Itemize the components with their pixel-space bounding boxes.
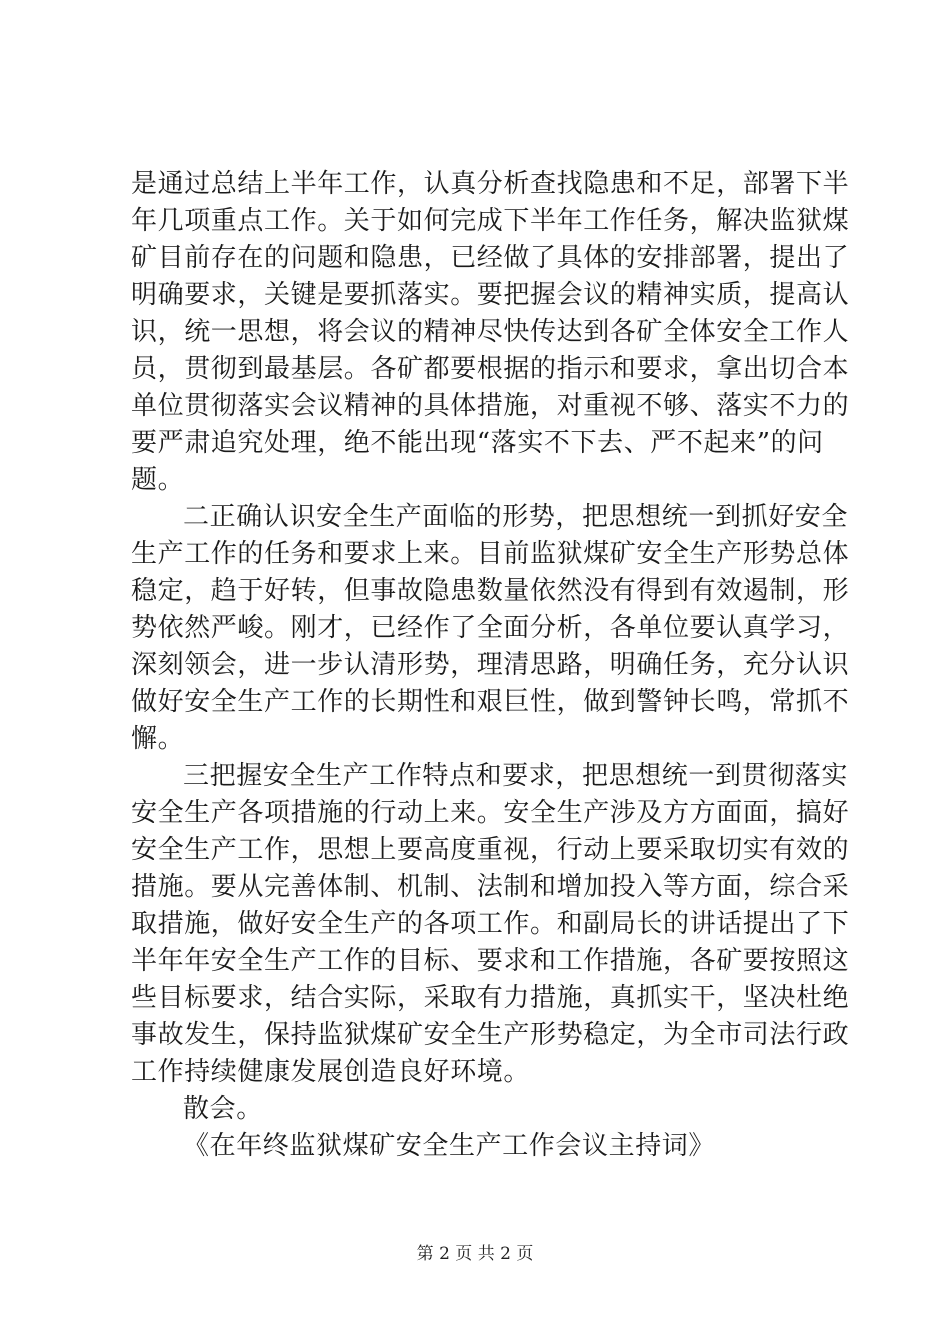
page-number-footer: 第 2 页 共 2 页 xyxy=(416,1244,534,1264)
body-line: 势依然严峻。刚才，已经作了全面分析，各单位要认真学习， xyxy=(131,613,850,643)
body-line: 明确要求，关键是要抓落实。要把握会议的精神实质，提高认 xyxy=(131,280,850,310)
body-line: 些目标要求，结合实际，采取有力措施，真抓实干，坚决杜绝 xyxy=(131,983,850,1013)
body-line: 年几项重点工作。关于如何完成下半年工作任务，解决监狱煤 xyxy=(131,206,850,236)
body-line: 做好安全生产工作的长期性和艰巨性，做到警钟长鸣，常抓不 xyxy=(131,687,850,717)
body-line: 题。 xyxy=(131,465,185,495)
document-body xyxy=(131,166,850,1165)
paragraph-start-line: 二正确认识安全生产面临的形势，把思想统一到抓好安全 xyxy=(183,502,849,532)
body-line: 事故发生，保持监狱煤矿安全生产形势稳定，为全市司法行政 xyxy=(131,1020,850,1050)
body-line: 识，统一思想，将会议的精神尽快传达到各矿全体安全工作人 xyxy=(131,317,850,347)
body-line: 措施。要从完善体制、机制、法制和增加投入等方面，综合采 xyxy=(131,872,850,902)
body-line: 稳定，趋于好转，但事故隐患数量依然没有得到有效遏制，形 xyxy=(131,576,850,606)
paragraph-start-line: 三把握安全生产工作特点和要求，把思想统一到贯彻落实 xyxy=(183,761,849,791)
body-line: 工作持续健康发展创造良好环境。 xyxy=(131,1057,531,1087)
body-line: 要严肃追究处理，绝不能出现“落实不下去、严不起来”的问 xyxy=(131,428,824,458)
body-line: 是通过总结上半年工作，认真分析查找隐患和不足，部署下半 xyxy=(131,169,850,199)
body-line: 取措施，做好安全生产的各项工作。和副局长的讲话提出了下 xyxy=(131,909,850,939)
body-line: 深刻领会，进一步认清形势，理清思路，明确任务，充分认识 xyxy=(131,650,850,680)
body-line: 生产工作的任务和要求上来。目前监狱煤矿安全生产形势总体 xyxy=(131,539,850,569)
document-title-reference: 《在年终监狱煤矿安全生产工作会议主持词》 xyxy=(183,1131,716,1161)
body-line: 懈。 xyxy=(131,724,185,754)
closing-line: 散会。 xyxy=(183,1094,263,1124)
body-line: 安全生产工作，思想上要高度重视，行动上要采取切实有效的 xyxy=(131,835,850,865)
body-line: 半年年安全生产工作的目标、要求和工作措施，各矿要按照这 xyxy=(131,946,850,976)
body-line: 矿目前存在的问题和隐患，已经做了具体的安排部署，提出了 xyxy=(131,243,850,273)
body-line: 安全生产各项措施的行动上来。安全生产涉及方方面面，搞好 xyxy=(131,798,850,828)
body-line: 单位贯彻落实会议精神的具体措施，对重视不够、落实不力的 xyxy=(131,391,850,421)
body-line: 员，贯彻到最基层。各矿都要根据的指示和要求，拿出切合本 xyxy=(131,354,850,384)
